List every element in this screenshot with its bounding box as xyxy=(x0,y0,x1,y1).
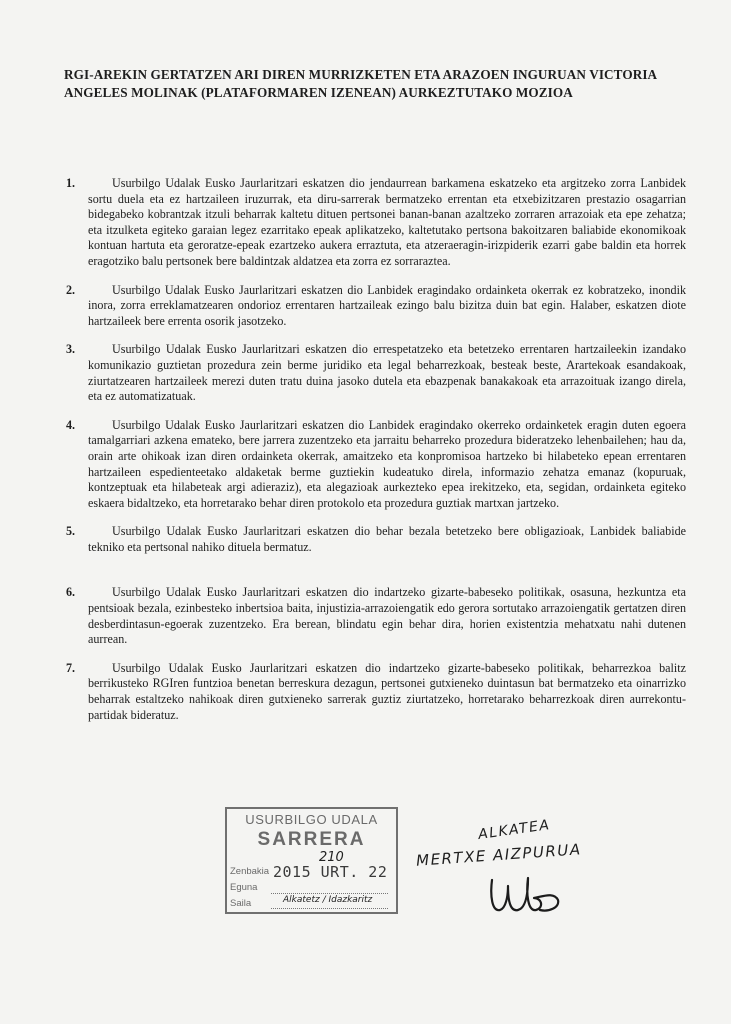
stamp-zenbakia-label: Zenbakia xyxy=(230,866,270,877)
list-item xyxy=(66,585,686,647)
item-text: Usurbilgo Udalak Eusko Jaurlaritzari eskatzen dio jendaurrean barkamena eskatzeko eta argitzeko zorra Lanbidek sortu duela eta ez hartzaileen iruzurrak, eta diru-sarrerak bermatzeko errentan eta etxebizitzaren prestazio osagarrian bidegabeko kobrantzak itzuli beharrak kaltetu dituen pertsonei banan-banan azaltzeko zorraren arrazoiak eta epe zehatza; eta itzulketa egiteko garaian legez ezarritako epeak aplikatzeko, kaltetutako pertsona bakoitzaren baliabide ekonomikoak kontuan hartuta eta geroratze-epeak ezartzeko aukera erraztuta, eta atzeraeragin-irizpiderik ezarri gabe baldin eta horrek eragotziko balu pertsonek bere baldintzak aldatzea eta zorra ez sorraraztea. xyxy=(88,176,686,268)
item-number: 5. xyxy=(66,524,76,539)
document-title: RGI-AREKIN GERTATZEN ARI DIREN MURRIZKETEN ETA ARAZOEN INGURUAN VICTORIA ANGELES MOLINAK (PLATAFORMAREN IZENEAN) AURKEZTUTAKO MOZIOA xyxy=(64,67,657,100)
item-number: 7. xyxy=(66,660,76,675)
stamp-saila-label: Saila xyxy=(230,898,252,909)
list-item xyxy=(66,342,686,404)
handwritten-name: MERTXE AIZPURUA xyxy=(415,840,583,870)
stamp-kind: SARRERA xyxy=(257,829,366,850)
stamp-org: USURBILGO UDALA xyxy=(245,812,378,827)
item-text: Usurbilgo Udalak Eusko Jaurlaritzari eskatzen dio indartzeko gizarte-babeseko politikak, beharrezkoa balitz berrikusteko RGIren funtzioa benetan berreskura dezagun, pertsonei gutxieneko duintasun bat bermatzeko eta oinarrizko beharrak estaltzeko nahikoak diren gutxieneko sarrerak guztiz ziurtatzeko, horretarako beharrezkoak diren aurrekontu-partidak bideratuz. xyxy=(88,660,686,722)
item-number: 2. xyxy=(66,282,76,297)
item-text: Usurbilgo Udalak Eusko Jaurlaritzari eskatzen dio Lanbidek eragindako ordainketa okerrak ez kobratzeko, inondik inora, zorra erreklamatzearen ondorioz errentaren hartzaileak ezingo balu bizitza duin bat egin. Halaber, eskatzen diote hartzaileek bere errenta osorik jasotzeko. xyxy=(88,282,686,328)
item-number: 1. xyxy=(66,176,76,190)
handwritten-role: ALKATEA xyxy=(477,817,552,843)
item-text: Usurbilgo Udalak Eusko Jaurlaritzari eskatzen dio indartzeko gizarte-babeseko politikak, osasuna, hezkuntza eta pentsioak bezala, ezinbesteko inbertsioa baita, injustizia-arrazoiengatik edo gerora sortutako arrazoiengatik gertatzen diren desberdintasun-egoerak zuzentzeko. Era berean, blindatu egin behar dira, horien existentzia mehatxatu nahi dutenen aurrean. xyxy=(88,585,686,647)
item-number: 4. xyxy=(66,417,76,432)
stamp-saila-value: Alkatetz / Idazkaritz xyxy=(283,895,373,905)
signature xyxy=(486,866,566,922)
list-item xyxy=(66,283,686,330)
item-number: 6. xyxy=(66,585,76,600)
list-item xyxy=(66,524,686,555)
item-text: Usurbilgo Udalak Eusko Jaurlaritzari eskatzen dio Lanbidek eragindako okerreko ordainketek eragin duten egoera tamalgarriari azkena emateko, bere jarrera zuzentzeko eta jarraitu beharreko prozedura bideratzeko lehenbailehen; hau da, orain arte ohikoak izan diren ordainketa okerrak, amaitzeko eta konpromisoa hartzeko bi hilabeteko epean errentaren hartzaileen espedienteetako aldaketak berme guztiekin kudeatuko direla, informazio zehatza emanaz (kopuruak, kontzeptuak eta hilabeteak argi adieraziz), eta alegazioak aurkezteko epea irekitzeko, eta, segidan, ordainketa egiteko eskaera bidaltzeko, eta horretarako behar diren protokolo eta prozedura guztiak martxan jartzeko. xyxy=(88,417,686,510)
registry-stamp xyxy=(225,807,398,914)
stamp-eguna-value: 2015 URT. 22 xyxy=(273,863,388,881)
stamp-eguna-line xyxy=(271,893,388,894)
item-text: Usurbilgo Udalak Eusko Jaurlaritzari eskatzen dio behar bezala betetzeko bere obligazioak, Lanbidek baliabide tekniko eta pertsonal nahiko dituela bermatuz. xyxy=(88,524,686,554)
motion-items xyxy=(66,176,686,723)
stamp-saila-line xyxy=(271,908,388,909)
list-item xyxy=(66,661,686,723)
item-text: Usurbilgo Udalak Eusko Jaurlaritzari eskatzen dio errespetatzeko eta betetzeko errentaren hartzaileekin izandako komunikazio guztietan prozedura zein berme juridiko eta legal beharrezkoak, besteak beste, Arartekoak esandakoak, ziurtatzearen hartzaileek merezi duten tratu duina jasoko dutela eta ebazpenak banakakoak eta arrazoituak izango direla, eta ez automatizatuak. xyxy=(88,342,686,404)
stamp-eguna-label: Eguna xyxy=(230,882,258,893)
item-number: 3. xyxy=(66,342,76,357)
stamp-zenbakia-value: 210 xyxy=(319,850,344,865)
list-item xyxy=(66,418,686,512)
list-item xyxy=(66,176,686,270)
